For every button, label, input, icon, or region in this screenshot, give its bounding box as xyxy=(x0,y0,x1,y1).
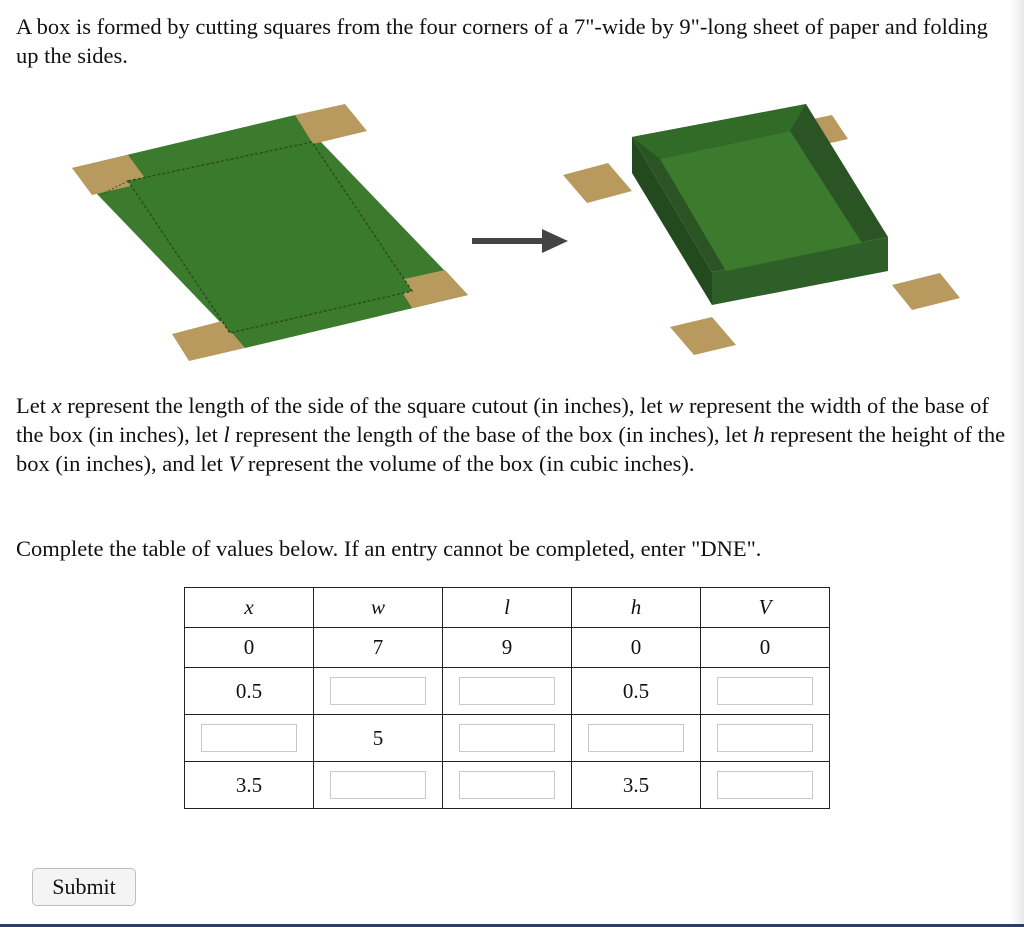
table-cell xyxy=(443,668,572,715)
variable-definitions xyxy=(16,391,1014,478)
table-cell xyxy=(185,715,314,762)
table-cell: 0.5 xyxy=(185,668,314,715)
table-cell: 9 xyxy=(443,628,572,668)
corner-cutout xyxy=(563,163,632,203)
table-cell: 0 xyxy=(572,628,701,668)
table-cell: 3.5 xyxy=(572,762,701,809)
table-cell: 0 xyxy=(701,628,830,668)
table-cell: 5 xyxy=(314,715,443,762)
header-x: x xyxy=(185,588,314,628)
table-cell xyxy=(701,715,830,762)
defs-text: Let xyxy=(16,393,52,418)
var-V: V xyxy=(228,451,243,476)
l-input-row3[interactable] xyxy=(459,724,555,752)
values-table xyxy=(184,587,830,809)
table-cell: 0 xyxy=(185,628,314,668)
defs-text: represent the volume of the box (in cubic inches). xyxy=(242,451,695,476)
w-input-row2[interactable] xyxy=(330,677,426,705)
header-V: V xyxy=(701,588,830,628)
header-w: w xyxy=(314,588,443,628)
table-cell xyxy=(314,762,443,809)
table-row xyxy=(185,715,830,762)
var-x: x xyxy=(51,393,62,418)
table-cell xyxy=(701,668,830,715)
instruction-text: Complete the table of values below. If an entry cannot be completed, enter "DNE". xyxy=(16,536,762,561)
table-cell xyxy=(572,715,701,762)
header-h: h xyxy=(572,588,701,628)
table-row xyxy=(185,668,830,715)
table-row xyxy=(185,628,830,668)
var-h: h xyxy=(753,422,765,447)
x-input-row3[interactable] xyxy=(201,724,297,752)
table-cell: 3.5 xyxy=(185,762,314,809)
table-cell: 7 xyxy=(314,628,443,668)
var-w: w xyxy=(668,393,684,418)
l-input-row4[interactable] xyxy=(459,771,555,799)
flat-sheet-illustration xyxy=(72,104,468,361)
table-cell xyxy=(443,715,572,762)
folded-box-illustration xyxy=(563,104,960,355)
transform-arrow xyxy=(472,229,568,253)
table-cell xyxy=(443,762,572,809)
defs-text: represent the height of the box (in inches), and let xyxy=(16,422,1006,476)
defs-text: represent the length of the base of the box (in inches), let xyxy=(229,422,754,447)
table-header-row xyxy=(185,588,830,628)
corner-cutout xyxy=(892,273,960,310)
l-input-row2[interactable] xyxy=(459,677,555,705)
table-cell xyxy=(314,668,443,715)
table-row xyxy=(185,762,830,809)
page-edge-shade xyxy=(1010,0,1024,927)
table-cell xyxy=(701,762,830,809)
submit-button[interactable]: Submit xyxy=(32,868,136,906)
w-input-row4[interactable] xyxy=(330,771,426,799)
corner-cutout xyxy=(670,317,736,355)
defs-text: represent the width of the base of the box (in inches), let xyxy=(16,393,989,447)
table-cell: 0.5 xyxy=(572,668,701,715)
box-folding-figure xyxy=(0,95,1024,365)
h-input-row3[interactable] xyxy=(588,724,684,752)
defs-text: represent the length of the side of the square cutout (in inches), let xyxy=(61,393,669,418)
problem-intro: A box is formed by cutting squares from the four corners of a 7"-wide by 9"-long sheet of paper and folding up the sides. xyxy=(16,14,988,68)
v-input-row3[interactable] xyxy=(717,724,813,752)
v-input-row2[interactable] xyxy=(717,677,813,705)
header-l: l xyxy=(443,588,572,628)
v-input-row4[interactable] xyxy=(717,771,813,799)
var-l: l xyxy=(223,422,230,447)
